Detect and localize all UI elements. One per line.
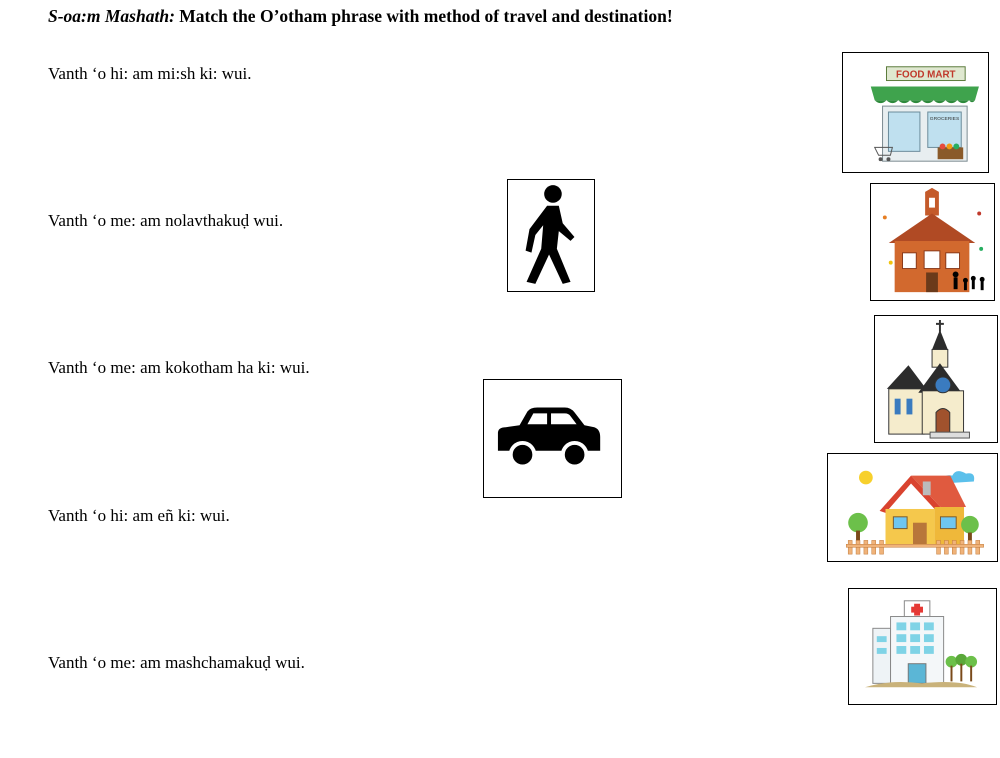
phrase-2: Vanth ‘o me: am nolavthakuḍ wui. — [48, 211, 284, 230]
food-mart-icon — [843, 53, 988, 172]
house-icon — [828, 454, 997, 561]
church-icon — [875, 316, 997, 442]
title-instruction: Match the O’otham phrase with method of travel and destination! — [174, 6, 673, 26]
hospital-box — [848, 588, 997, 705]
house-box — [827, 453, 998, 562]
worksheet-title — [48, 6, 673, 27]
car-box — [483, 379, 622, 498]
school-icon — [871, 184, 994, 300]
phrase-3: Vanth ‘o me: am kokotham ha ki: wui. — [48, 358, 310, 377]
car-icon — [484, 380, 621, 497]
groceries-sign: GROCERIES — [929, 116, 960, 122]
hospital-icon — [849, 589, 996, 704]
phrase-1: Vanth ‘o hi: am mi:sh ki: wui. — [48, 64, 252, 83]
food-mart-sign: FOOD MART — [896, 69, 956, 81]
title-label: S-oa:m Mashath: — [48, 6, 175, 26]
church-box — [874, 315, 998, 443]
phrase-4: Vanth ‘o hi: am eñ ki: wui. — [48, 506, 230, 525]
phrase-5: Vanth ‘o me: am mashchamakuḍ wui. — [48, 653, 305, 672]
school-box — [870, 183, 995, 301]
walking-person-icon — [508, 180, 594, 291]
walking-box — [507, 179, 595, 292]
food-mart-box — [842, 52, 989, 173]
